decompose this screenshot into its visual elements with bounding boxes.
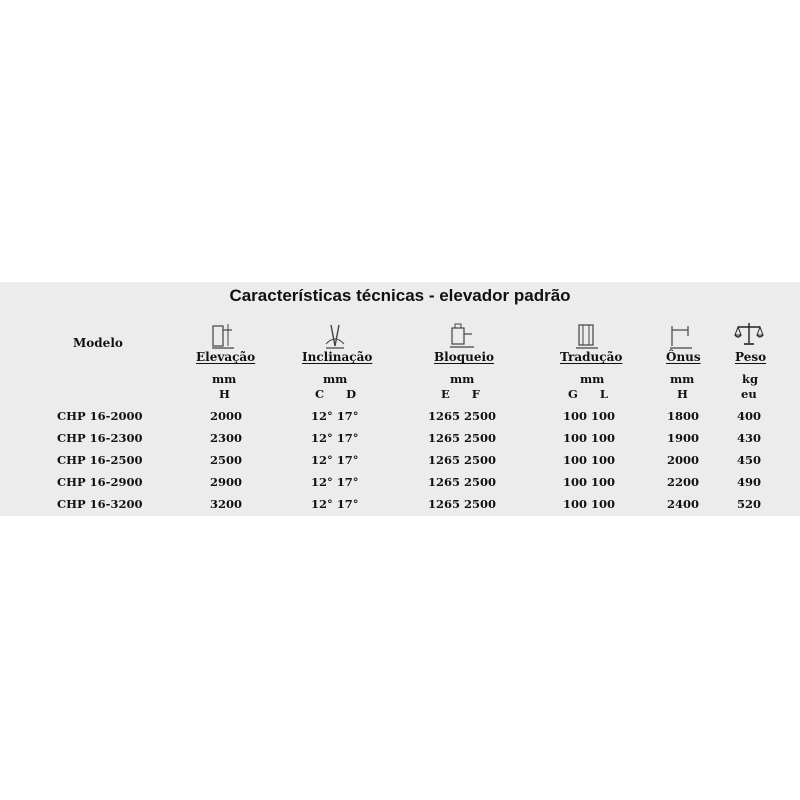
header-bloqueio: Bloqueio [434, 350, 495, 364]
unit-elevacao: mm [212, 372, 237, 386]
row-bloqueio: 1265 2500 [428, 497, 497, 511]
row-model: CHP 16-2500 [57, 453, 143, 467]
row-model: CHP 16-2900 [57, 475, 143, 489]
row-peso: 450 [737, 453, 762, 467]
unit-traducao: mm [580, 372, 605, 386]
row-traducao: 100 100 [563, 409, 616, 423]
row-elevacao: 2500 [210, 453, 243, 467]
row-bloqueio: 1265 2500 [428, 475, 497, 489]
row-onus: 2200 [667, 475, 700, 489]
unit-inclinacao: mm [323, 372, 348, 386]
row-model: CHP 16-2000 [57, 409, 143, 423]
row-onus: 1800 [667, 409, 700, 423]
row-elevacao: 2000 [210, 409, 243, 423]
scale-icon [734, 321, 764, 347]
row-onus: 2000 [667, 453, 700, 467]
sub-bloqueio: E F [441, 387, 480, 401]
translation-icon [574, 322, 600, 350]
row-bloqueio: 1265 2500 [428, 409, 497, 423]
row-model: CHP 16-3200 [57, 497, 143, 511]
tilt-icon [322, 322, 348, 350]
row-inclinacao: 12° 17° [311, 431, 359, 445]
sub-traducao: G L [568, 387, 608, 401]
row-traducao: 100 100 [563, 431, 616, 445]
row-bloqueio: 1265 2500 [428, 453, 497, 467]
row-onus: 1900 [667, 431, 700, 445]
header-onus: Ônus [666, 350, 701, 364]
row-model: CHP 16-2300 [57, 431, 143, 445]
row-traducao: 100 100 [563, 453, 616, 467]
row-traducao: 100 100 [563, 475, 616, 489]
header-peso: Peso [735, 350, 767, 364]
load-icon [668, 322, 694, 350]
row-onus: 2400 [667, 497, 700, 511]
row-elevacao: 3200 [210, 497, 243, 511]
row-bloqueio: 1265 2500 [428, 431, 497, 445]
header-elevacao: Elevação [196, 350, 256, 364]
table-title: Características técnicas - elevador padrão [229, 286, 571, 305]
row-peso: 490 [737, 475, 762, 489]
row-peso: 430 [737, 431, 762, 445]
sub-elevacao: H [219, 387, 230, 401]
header-inclinacao: Inclinação [302, 350, 373, 364]
lift-height-icon [210, 322, 236, 350]
row-inclinacao: 12° 17° [311, 409, 359, 423]
row-traducao: 100 100 [563, 497, 616, 511]
header-traducao: Tradução [560, 350, 623, 364]
row-peso: 520 [737, 497, 762, 511]
row-inclinacao: 12° 17° [311, 475, 359, 489]
row-inclinacao: 12° 17° [311, 453, 359, 467]
row-inclinacao: 12° 17° [311, 497, 359, 511]
row-elevacao: 2300 [210, 431, 243, 445]
sub-inclinacao: C D [315, 387, 357, 401]
sub-onus: H [677, 387, 688, 401]
lock-icon [448, 322, 476, 350]
unit-bloqueio: mm [450, 372, 475, 386]
row-elevacao: 2900 [210, 475, 243, 489]
row-peso: 400 [737, 409, 762, 423]
unit-peso: kg [742, 372, 759, 386]
header-model: Modelo [73, 336, 123, 350]
unit-onus: mm [670, 372, 695, 386]
sub-peso: eu [741, 387, 757, 401]
